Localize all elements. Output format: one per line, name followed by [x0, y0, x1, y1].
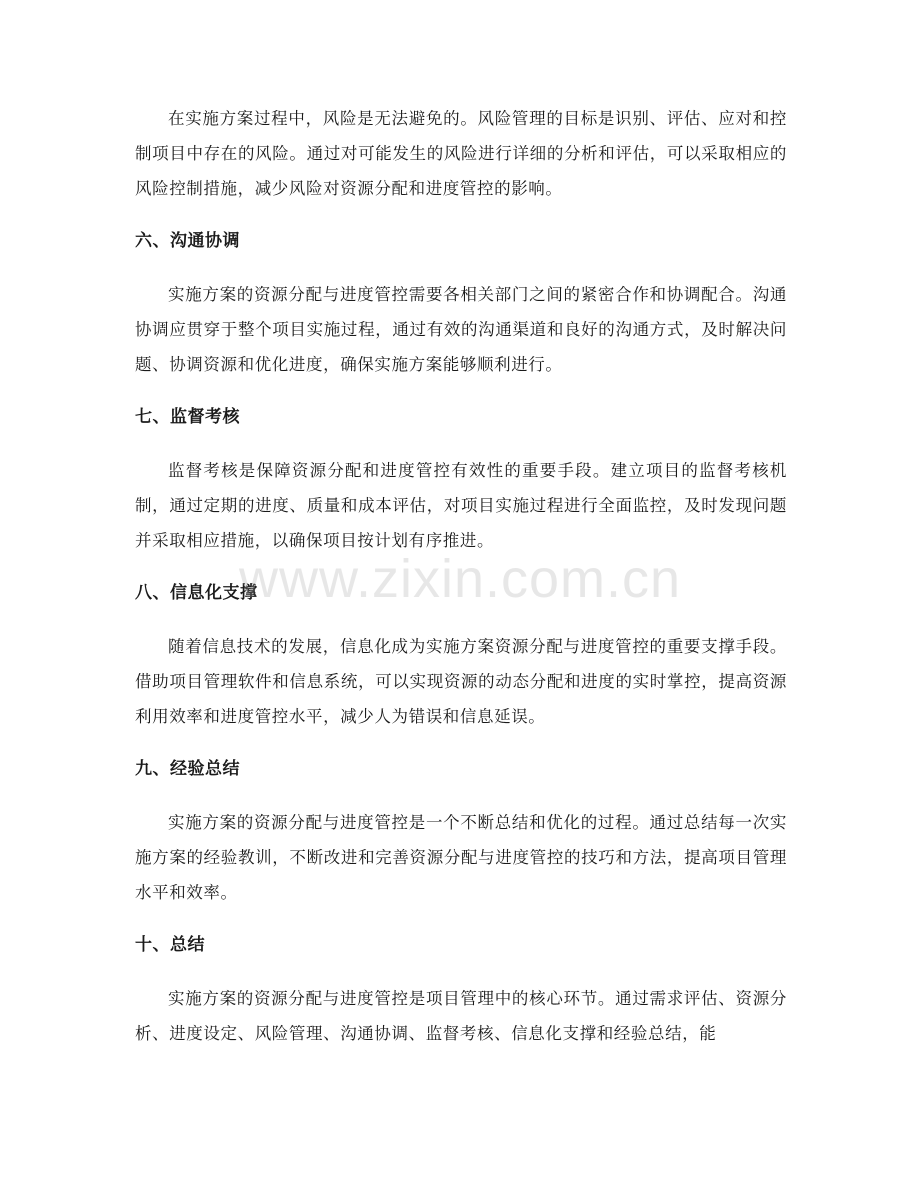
- section-heading-summary: 十、总结: [135, 935, 205, 955]
- section-paragraph-informatization: 随着信息技术的发展，信息化成为实施方案资源分配与进度管控的重要支撑手段。借助项目管理软件和信息系统，可以实现资源的动态分配和进度的实时掌控，提高资源利用效率和进度管控水平，减少人为错误和信息延误。: [135, 637, 787, 726]
- section-heading-informatization: 八、信息化支撑: [135, 583, 258, 603]
- section-paragraph-communication: 实施方案的资源分配与进度管控需要各相关部门之间的紧密合作和协调配合。沟通协调应贯穿于整个项目实施过程，通过有效的沟通渠道和良好的沟通方式，及时解决问题、协调资源和优化进度，确保实施方案能够顺利进行。: [135, 285, 787, 374]
- document-content: [135, 101, 787, 1051]
- intro-paragraph: 在实施方案过程中，风险是无法避免的。风险管理的目标是识别、评估、应对和控制项目中存在的风险。通过对可能发生的风险进行详细的分析和评估，可以采取相应的风险控制措施，减少风险对资源分配和进度管控的影响。: [135, 109, 787, 198]
- section-heading-communication: 六、沟通协调: [135, 231, 240, 251]
- section-paragraph-experience: 实施方案的资源分配与进度管控是一个不断总结和优化的过程。通过总结每一次实施方案的经验教训，不断改进和完善资源分配与进度管控的技巧和方法，提高项目管理水平和效率。: [135, 813, 787, 902]
- section-heading-supervision: 七、监督考核: [135, 407, 240, 427]
- watermark-text: www.zixin.com.cn: [238, 549, 682, 609]
- section-paragraph-summary: 实施方案的资源分配与进度管控是项目管理中的核心环节。通过需求评估、资源分析、进度设定、风险管理、沟通协调、监督考核、信息化支撑和经验总结，能: [135, 989, 787, 1043]
- section-heading-experience: 九、经验总结: [135, 759, 240, 779]
- section-paragraph-supervision: 监督考核是保障资源分配和进度管控有效性的重要手段。建立项目的监督考核机制，通过定期的进度、质量和成本评估，对项目实施过程进行全面监控，及时发现问题并采取相应措施，以确保项目按计划有序推进。: [135, 461, 787, 550]
